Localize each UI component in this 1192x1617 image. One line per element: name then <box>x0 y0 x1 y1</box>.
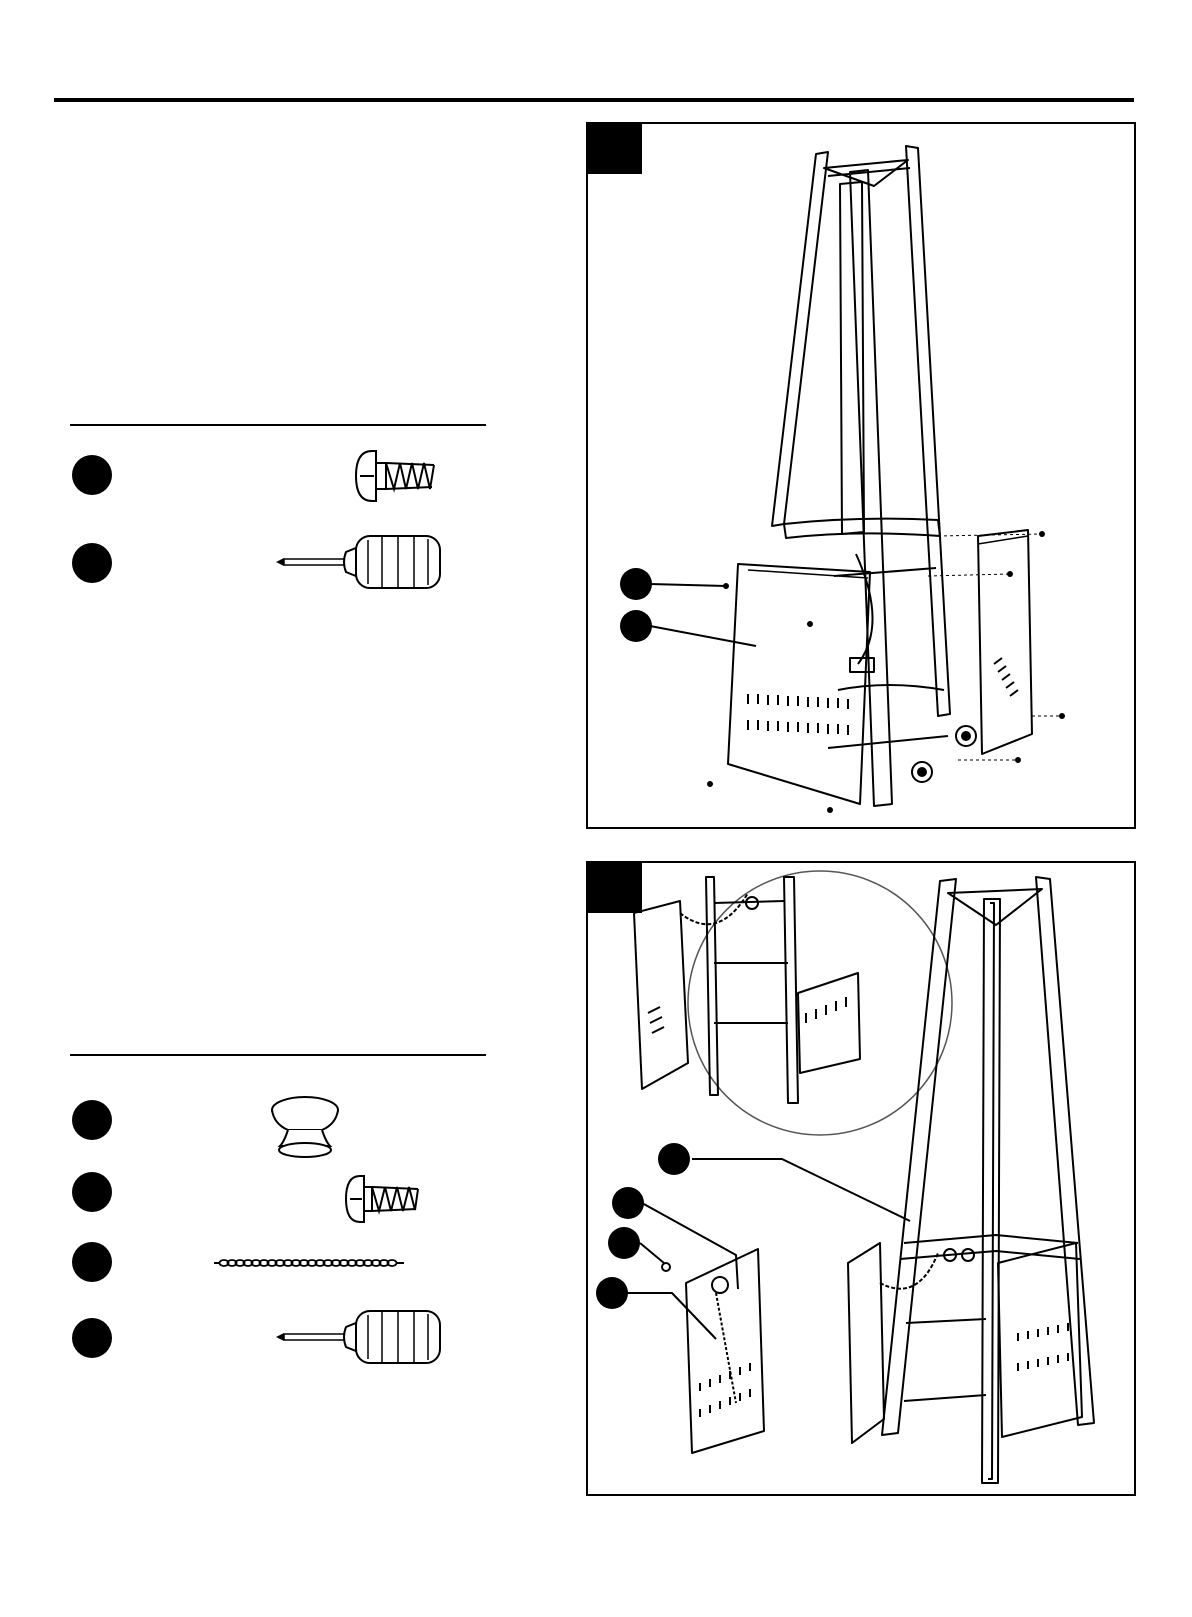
parts-rule-2 <box>70 1054 486 1056</box>
step-1-diagram-panel <box>586 122 1136 829</box>
header-rule <box>54 98 1134 102</box>
part-badge-c <box>72 1100 112 1140</box>
screwdriver-icon <box>272 1305 450 1369</box>
screw-icon <box>342 1172 422 1226</box>
part-badge-f <box>72 1318 112 1358</box>
part-badge-d <box>72 1172 112 1212</box>
knob-icon <box>268 1094 342 1160</box>
heater-door-chain-illustration <box>588 863 1134 1494</box>
parts-rule-1 <box>70 424 486 426</box>
part-badge-b <box>72 543 112 583</box>
part-badge-a <box>72 455 112 495</box>
screw-icon <box>352 447 438 505</box>
chain-icon <box>214 1256 404 1270</box>
heater-frame-side-panels-illustration <box>588 124 1134 827</box>
step-2-diagram-panel <box>586 861 1136 1496</box>
screwdriver-icon <box>272 530 450 594</box>
part-badge-e <box>72 1242 112 1282</box>
